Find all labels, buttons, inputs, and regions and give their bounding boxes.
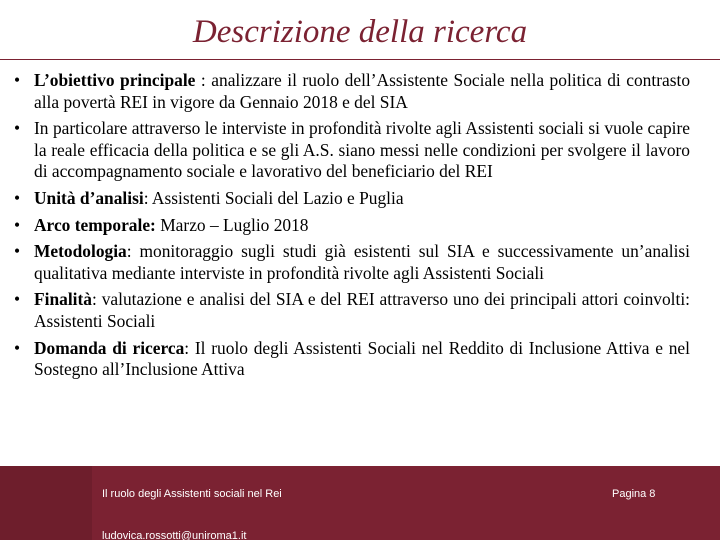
footer-title: Il ruolo degli Assistenti sociali nel Rei [102,488,282,500]
bullet-text: Marzo – Luglio 2018 [160,214,309,235]
bullet-dot-icon [14,289,26,311]
bullet-separator: : [143,187,152,208]
bullet-separator: : [91,289,102,310]
bullet-item-research-question [14,338,690,381]
bullet-dot-icon [14,188,26,210]
bullet-text: analizzare il ruolo dell’Assistente Sociale nella politica di contrasto alla povertà REI in vigore da Gennaio 2018 e del SIA [34,70,691,112]
bullet-text: In particolare attraverso le interviste in profondità rivolte agli Assistenti sociali si vuole capire la reale efficacia della politica e se gli A.S. siano messi nelle condizioni per svolgere il lavoro di accompagnamento sociale e lavorativo del beneficiario del REI [34,118,690,182]
bullet-text: monitoraggio sugli studi già esistenti sul SIA e successivamente un’analisi qualitativa mediante interviste in profondità rivolte agli Assistenti Sociali [34,241,690,283]
bullet-item-methodology [14,241,690,284]
footer-email: ludovica.rossotti@uniroma1.it [102,530,247,542]
bullet-label: Arco temporale: [34,214,156,235]
bullet-item-objective [14,70,690,113]
title-divider [0,59,720,60]
bullet-label: Finalità [34,289,92,310]
bullet-label: L’obiettivo principale [34,70,196,90]
bullet-dot-icon [14,118,26,140]
bullet-list [14,70,690,386]
bullet-dot-icon [14,241,26,263]
page-number: Pagina 8 [612,488,656,500]
bullet-separator: : [126,241,140,262]
bullet-item-purpose [14,289,690,332]
bullet-dot-icon [14,338,26,360]
bullet-text: valutazione e analisi del SIA e del REI attraverso uno dei principali attori coinvolti: Assistenti Sociali [34,289,690,331]
bullet-text: Assistenti Sociali del Lazio e Puglia [151,187,404,208]
bullet-item-timeframe [14,215,690,237]
slide-title: Descrizione della ricerca [192,14,528,50]
bullet-label: Unità d’analisi [34,187,144,208]
bullet-dot-icon [14,215,26,237]
bullet-separator: : [184,337,195,358]
bullet-label: Metodologia [34,241,127,262]
bullet-label: Domanda di ricerca [34,337,185,358]
slide-footer [0,466,720,540]
bullet-dot-icon [14,70,26,92]
bullet-item-interviews [14,118,690,183]
footer-accent-band [0,466,92,540]
bullet-item-unit [14,188,690,210]
bullet-separator: : [195,70,212,90]
bullet-text: Il ruolo degli Assistenti Sociali nel Reddito di Inclusione Attiva e nel Sostegno all’Inclusione Attiva [34,337,690,380]
